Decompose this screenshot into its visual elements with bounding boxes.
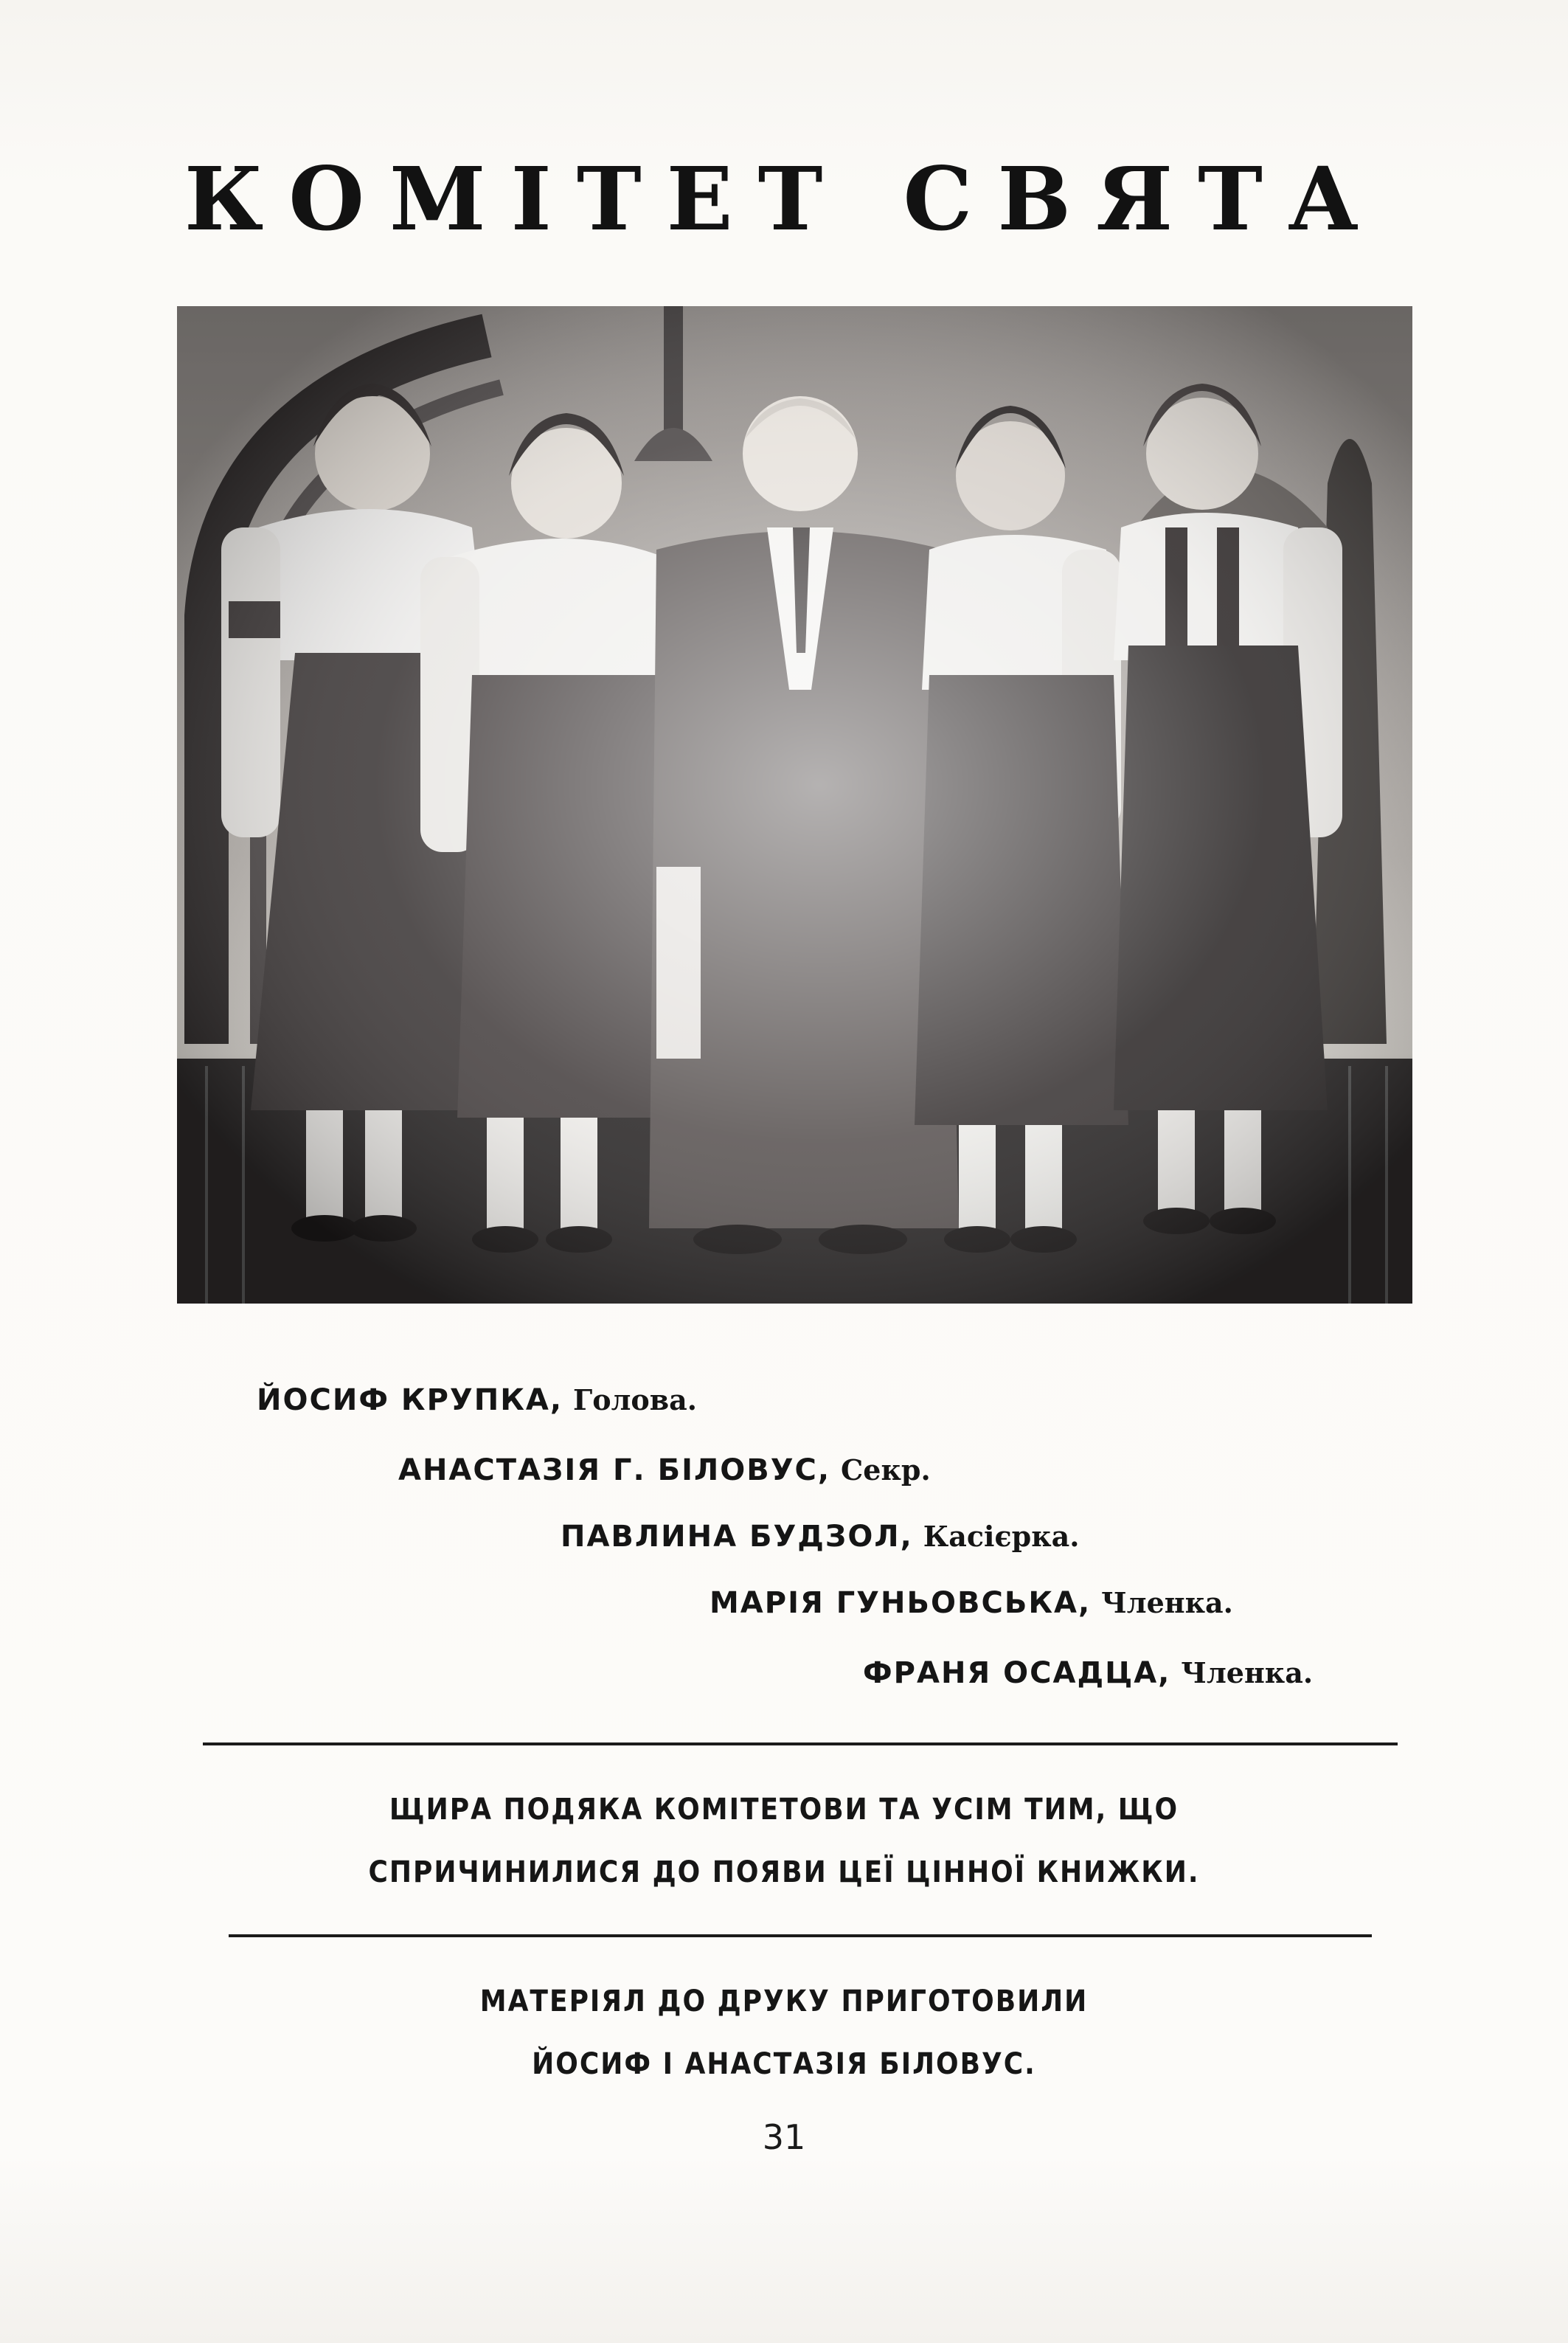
member-name: ФРАНЯ ОСАДЦА, xyxy=(863,1656,1171,1690)
member-name: АНАСТАЗІЯ Г. БІЛОВУС, xyxy=(398,1453,831,1487)
member-role: Касієрка. xyxy=(923,1520,1080,1553)
committee-member xyxy=(863,1656,1313,1690)
member-role: Членка. xyxy=(1101,1586,1233,1619)
prepared-line-1: МАТЕРІЯЛ ДО ДРУКУ ПРИГОТОВИЛИ xyxy=(479,1984,1089,2018)
committee-member xyxy=(710,1586,1233,1620)
member-role: Секр. xyxy=(841,1453,931,1487)
committee-member xyxy=(561,1520,1079,1554)
page-title: КОМІТЕТ СВЯТА xyxy=(184,148,1384,250)
member-name: МАРІЯ ГУНЬОВСЬКА, xyxy=(710,1586,1092,1620)
page-number: 31 xyxy=(762,2117,806,2157)
thanks-line-2: СПРИЧИНИЛИСЯ ДО ПОЯВИ ЦЕЇ ЦІННОЇ КНИЖКИ. xyxy=(368,1855,1200,1889)
committee-member xyxy=(398,1453,931,1487)
group-photo xyxy=(177,306,1412,1304)
member-name: ЙОСИФ КРУПКА, xyxy=(257,1383,563,1417)
thanks-line-1: ЩИРА ПОДЯКА КОМІТЕТОВИ ТА УСІМ ТИМ, ЩО xyxy=(389,1793,1179,1827)
divider-bottom xyxy=(229,1934,1372,1937)
committee-member xyxy=(257,1383,697,1417)
member-role: Членка. xyxy=(1181,1656,1314,1689)
committee-photo-image xyxy=(177,306,1412,1304)
prepared-line-2: ЙОСИФ І АНАСТАЗІЯ БІЛОВУС. xyxy=(532,2047,1036,2081)
divider-top xyxy=(203,1742,1398,1745)
member-name: ПАВЛИНА БУДЗОЛ, xyxy=(561,1520,913,1554)
member-role: Голова. xyxy=(573,1383,698,1416)
